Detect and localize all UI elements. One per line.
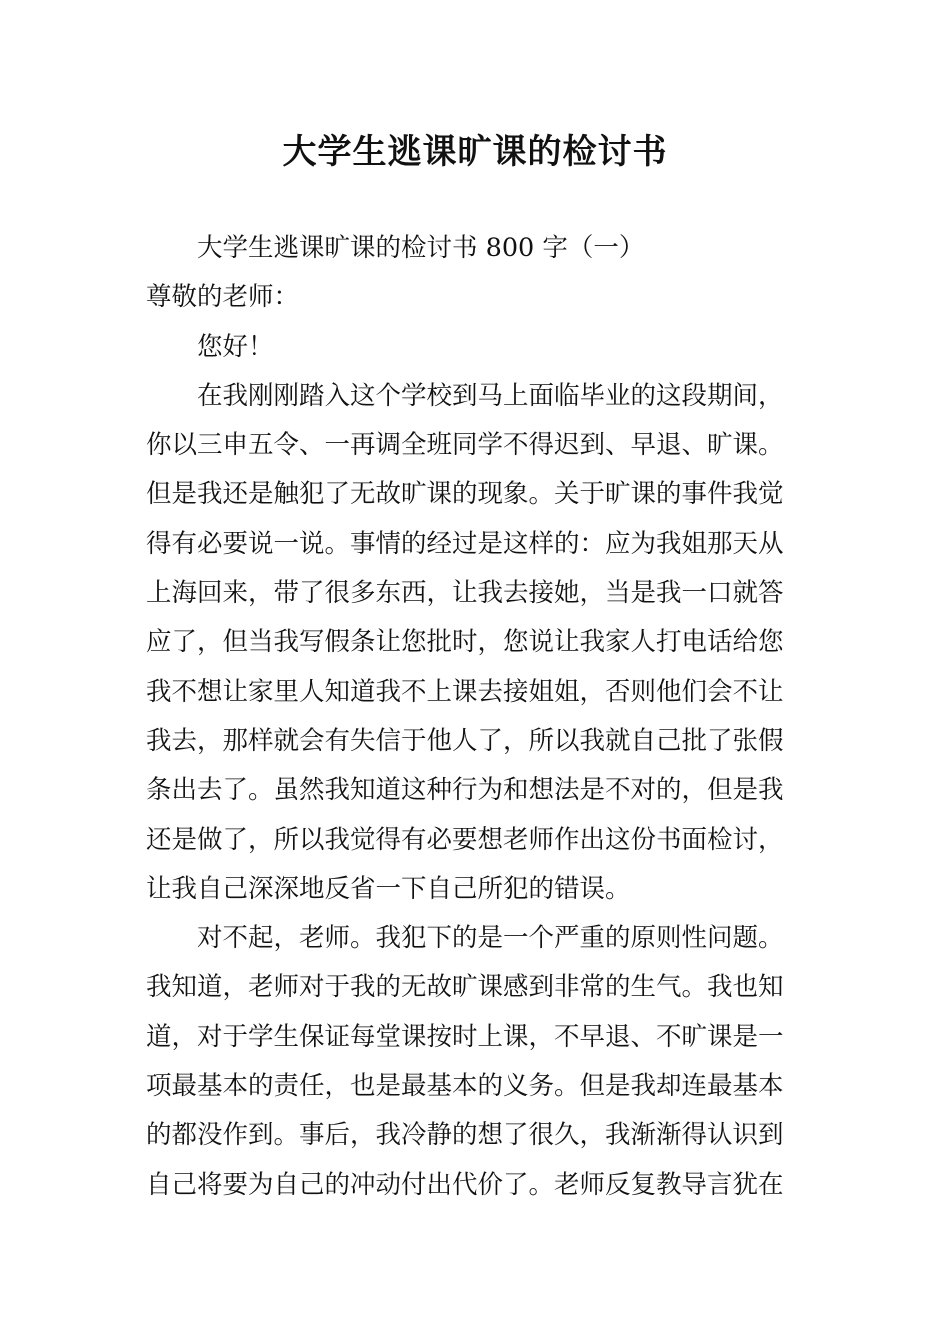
paragraph-line: 得有必要说一说。事情的经过是这样的：应为我姐那天从 — [146, 528, 784, 559]
paragraph-line: 我不想让家里人知道我不上课去接姐姐，否则他们会不让 — [146, 676, 784, 707]
paragraph-line: 自己将要为自己的冲动付出代价了。老师反复教导言犹在 — [146, 1169, 784, 1200]
paragraph-line: 上海回来，带了很多东西，让我去接她，当是我一口就答 — [146, 578, 784, 609]
paragraph-line: 但是我还是触犯了无故旷课的现象。关于旷课的事件我觉 — [146, 479, 784, 510]
document-title: 大学生逃课旷课的检讨书 — [282, 132, 668, 172]
paragraph-line: 还是做了，所以我觉得有必要想老师作出这份书面检讨， — [146, 824, 784, 855]
paragraph-line: 你以三申五令、一再调全班同学不得迟到、早退、旷课。 — [146, 430, 784, 461]
paragraph-line: 让我自己深深地反省一下自己所犯的错误。 — [146, 873, 631, 904]
document-body — [146, 224, 806, 1210]
paragraph-line: 我知道，老师对于我的无故旷课感到非常的生气。我也知 — [146, 972, 784, 1003]
section-heading: 大学生逃课旷课的检讨书 800 字（一） — [197, 233, 645, 263]
paragraph-line: 条出去了。虽然我知道这种行为和想法是不对的，但是我 — [146, 775, 784, 806]
paragraph-line: 项最基本的责任，也是最基本的义务。但是我却连最基本 — [146, 1071, 784, 1102]
greeting: 您好！ — [197, 331, 274, 362]
paragraph-line: 在我刚刚踏入这个学校到马上面临毕业的这段期间， — [197, 380, 784, 411]
paragraph-line: 我去，那样就会有失信于他人了，所以我就自己批了张假 — [146, 725, 784, 756]
paragraph-line: 应了，但当我写假条让您批时，您说让我家人打电话给您 — [146, 627, 784, 658]
paragraph-line: 的都没作到。事后，我冷静的想了很久，我渐渐得认识到 — [146, 1120, 784, 1151]
salutation: 尊敬的老师： — [146, 282, 300, 313]
paragraph-line: 对不起，老师。我犯下的是一个严重的原则性问题。 — [197, 923, 784, 954]
paragraph-line: 道，对于学生保证每堂课按时上课，不早退、不旷课是一 — [146, 1021, 784, 1052]
